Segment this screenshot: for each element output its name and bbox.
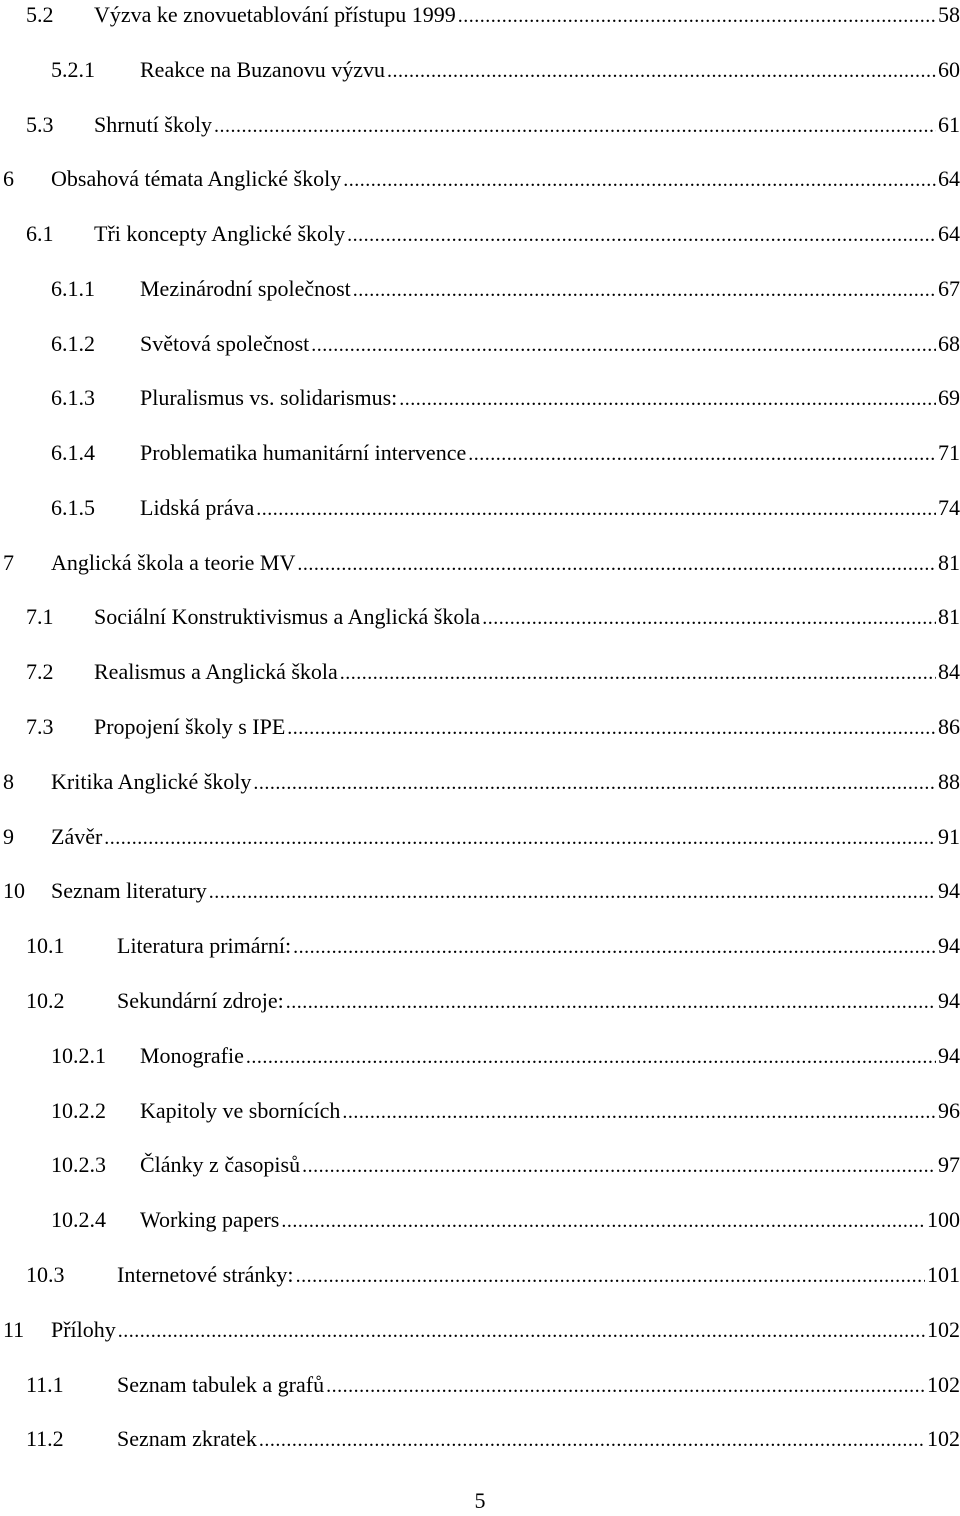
toc-title: Obsahová témata Anglické školy bbox=[51, 166, 342, 191]
toc-entry-body bbox=[140, 55, 960, 86]
toc-number: 10.2.1 bbox=[51, 1043, 106, 1068]
toc-title: Shrnutí školy bbox=[94, 112, 212, 137]
dot-leader bbox=[302, 1151, 936, 1181]
toc-title: Working papers bbox=[140, 1207, 280, 1232]
toc-title: Internetové stránky: bbox=[117, 1262, 294, 1287]
toc-number: 7.2 bbox=[26, 659, 54, 684]
toc-entry[interactable] bbox=[0, 767, 960, 797]
toc-entry[interactable] bbox=[0, 876, 960, 906]
toc-entry[interactable] bbox=[0, 0, 960, 30]
toc-entry-body bbox=[117, 931, 960, 962]
toc-entry-body bbox=[117, 1260, 960, 1291]
toc-entry-body bbox=[51, 876, 960, 907]
toc-title: Mezinárodní společnost bbox=[140, 276, 351, 301]
toc-entry-body bbox=[140, 438, 960, 469]
dot-leader bbox=[347, 220, 936, 250]
toc-page: 81 bbox=[938, 604, 960, 629]
toc-entry-body bbox=[140, 493, 960, 524]
toc-title: Kritika Anglické školy bbox=[51, 769, 252, 794]
toc-entry-body bbox=[94, 712, 960, 743]
toc-number: 10.2 bbox=[26, 988, 65, 1013]
toc-page: 64 bbox=[938, 221, 960, 246]
dot-leader bbox=[353, 275, 936, 305]
toc-page: 64 bbox=[938, 166, 960, 191]
toc-entry-body bbox=[51, 1315, 960, 1346]
toc-entry-body bbox=[94, 110, 960, 141]
dot-leader bbox=[256, 494, 936, 524]
toc-title: Seznam literatury bbox=[51, 878, 207, 903]
dot-leader bbox=[293, 932, 936, 962]
toc-page: 86 bbox=[938, 714, 960, 739]
toc-number: 11.2 bbox=[26, 1426, 64, 1451]
toc-entry[interactable] bbox=[0, 1315, 960, 1345]
toc-entry-body bbox=[94, 0, 960, 31]
toc-number: 6.1 bbox=[26, 221, 54, 246]
toc-page: 74 bbox=[938, 495, 960, 520]
toc-entry[interactable] bbox=[0, 383, 960, 413]
toc-page: 69 bbox=[938, 385, 960, 410]
toc-entry[interactable] bbox=[0, 274, 960, 304]
toc-number: 7.3 bbox=[26, 714, 54, 739]
toc-number: 10.2.2 bbox=[51, 1098, 106, 1123]
toc-entry-body bbox=[51, 822, 960, 853]
toc-number: 10.1 bbox=[26, 933, 65, 958]
toc-number: 10.3 bbox=[26, 1262, 65, 1287]
toc-title: Závěr bbox=[51, 824, 103, 849]
toc-entry[interactable] bbox=[0, 438, 960, 468]
toc-entry-body bbox=[94, 657, 960, 688]
toc-entry[interactable] bbox=[0, 657, 960, 687]
toc-entry[interactable] bbox=[0, 822, 960, 852]
toc-page: 94 bbox=[938, 988, 960, 1013]
toc-entry[interactable] bbox=[0, 548, 960, 578]
toc-number: 5.2.1 bbox=[51, 57, 95, 82]
toc-page: 60 bbox=[938, 57, 960, 82]
dot-leader bbox=[458, 1, 936, 31]
toc-entry[interactable] bbox=[0, 712, 960, 742]
toc-entry-body bbox=[140, 383, 960, 414]
toc-entry-body bbox=[117, 1370, 960, 1401]
toc-entry[interactable] bbox=[0, 931, 960, 961]
dot-leader bbox=[311, 330, 936, 360]
page-number: 5 bbox=[474, 1488, 486, 1513]
toc-number: 6.1.3 bbox=[51, 385, 95, 410]
dot-leader bbox=[246, 1042, 936, 1072]
toc-title: Výzva ke znovuetablování přístupu 1999 bbox=[94, 2, 456, 27]
toc-entry[interactable] bbox=[0, 329, 960, 359]
toc-entry[interactable] bbox=[0, 986, 960, 1016]
dot-leader bbox=[468, 439, 936, 469]
dot-leader bbox=[342, 1097, 936, 1127]
toc-page: 68 bbox=[938, 331, 960, 356]
toc-entry[interactable] bbox=[0, 1370, 960, 1400]
toc-title: Problematika humanitární intervence bbox=[140, 440, 467, 465]
toc-page: 71 bbox=[938, 440, 960, 465]
toc-number: 6.1.4 bbox=[51, 440, 95, 465]
toc-number: 5.3 bbox=[26, 112, 54, 137]
toc-entry[interactable] bbox=[0, 493, 960, 523]
toc-number: 6 bbox=[3, 166, 14, 191]
toc-number: 6.1.1 bbox=[51, 276, 95, 301]
toc-page: 91 bbox=[938, 824, 960, 849]
toc-number: 9 bbox=[3, 824, 14, 849]
toc-entry-body bbox=[51, 164, 960, 195]
dot-leader bbox=[399, 384, 936, 414]
toc-title: Tři koncepty Anglické školy bbox=[94, 221, 346, 246]
dot-leader bbox=[340, 658, 936, 688]
toc-entry-body bbox=[51, 767, 960, 798]
toc-entry[interactable] bbox=[0, 1260, 960, 1290]
toc-page: 94 bbox=[938, 933, 960, 958]
dot-leader bbox=[296, 1261, 925, 1291]
toc-title: Pluralismus vs. solidarismus: bbox=[140, 385, 398, 410]
toc-page: 101 bbox=[927, 1262, 960, 1287]
dot-leader bbox=[326, 1371, 925, 1401]
toc-entry-body bbox=[94, 219, 960, 250]
toc-number: 7 bbox=[3, 550, 14, 575]
toc-title: Články z časopisů bbox=[140, 1152, 301, 1177]
toc-number: 6.1.2 bbox=[51, 331, 95, 356]
toc-entry[interactable] bbox=[0, 602, 960, 632]
dot-leader bbox=[297, 549, 936, 579]
toc-entry-body bbox=[140, 1041, 960, 1072]
toc-title: Reakce na Buzanovu výzvu bbox=[140, 57, 385, 82]
toc-page: 94 bbox=[938, 878, 960, 903]
toc-title: Realismus a Anglická škola bbox=[94, 659, 338, 684]
dot-leader bbox=[118, 1316, 925, 1346]
toc-title: Kapitoly ve sbornících bbox=[140, 1098, 341, 1123]
toc-entry[interactable] bbox=[0, 1424, 960, 1454]
toc-number: 10 bbox=[3, 878, 25, 903]
toc-entry-body bbox=[140, 1205, 960, 1236]
toc-number: 5.2 bbox=[26, 2, 54, 27]
toc-page: 94 bbox=[938, 1043, 960, 1068]
toc-number: 10.2.3 bbox=[51, 1152, 106, 1177]
toc-entry-body bbox=[51, 548, 960, 579]
dot-leader bbox=[482, 603, 936, 633]
toc-number: 10.2.4 bbox=[51, 1207, 106, 1232]
dot-leader bbox=[104, 823, 936, 853]
toc-page: 102 bbox=[927, 1426, 960, 1451]
toc-entry-body bbox=[140, 329, 960, 360]
toc-page: 81 bbox=[938, 550, 960, 575]
toc-page: 58 bbox=[938, 2, 960, 27]
toc-page: 100 bbox=[927, 1207, 960, 1232]
toc-page: 96 bbox=[938, 1098, 960, 1123]
dot-leader bbox=[287, 713, 936, 743]
toc-entry[interactable] bbox=[0, 1096, 960, 1126]
dot-leader bbox=[286, 987, 936, 1017]
toc-title: Sekundární zdroje: bbox=[117, 988, 284, 1013]
toc-page: 102 bbox=[927, 1372, 960, 1397]
toc-title: Monografie bbox=[140, 1043, 244, 1068]
dot-leader bbox=[343, 165, 936, 195]
toc-page: 61 bbox=[938, 112, 960, 137]
toc-title: Literatura primární: bbox=[117, 933, 292, 958]
toc-entry[interactable] bbox=[0, 219, 960, 249]
toc-title: Seznam tabulek a grafů bbox=[117, 1372, 325, 1397]
toc-number: 6.1.5 bbox=[51, 495, 95, 520]
toc-title: Světová společnost bbox=[140, 331, 310, 356]
toc-entry[interactable] bbox=[0, 1205, 960, 1235]
dot-leader bbox=[209, 877, 936, 907]
toc-number: 11 bbox=[3, 1317, 25, 1342]
dot-leader bbox=[387, 56, 936, 86]
toc-title: Propojení školy s IPE bbox=[94, 714, 286, 739]
toc-entry-body bbox=[140, 1096, 960, 1127]
toc-entry[interactable] bbox=[0, 164, 960, 194]
dot-leader bbox=[259, 1425, 925, 1455]
toc-title: Sociální Konstruktivismus a Anglická škola bbox=[94, 604, 481, 629]
toc-title: Seznam zkratek bbox=[117, 1426, 257, 1451]
dot-leader bbox=[253, 768, 936, 798]
toc-title: Přílohy bbox=[51, 1317, 116, 1342]
toc-page: 88 bbox=[938, 769, 960, 794]
toc-number: 7.1 bbox=[26, 604, 54, 629]
toc-title: Lidská práva bbox=[140, 495, 255, 520]
toc-page: 84 bbox=[938, 659, 960, 684]
toc-entry[interactable] bbox=[0, 1041, 960, 1071]
toc-entry-body bbox=[140, 274, 960, 305]
toc-title: Anglická škola a teorie MV bbox=[51, 550, 296, 575]
toc-entry-body bbox=[94, 602, 960, 633]
toc-page: 67 bbox=[938, 276, 960, 301]
toc-entry-body bbox=[140, 1150, 960, 1181]
dot-leader bbox=[214, 111, 936, 141]
toc-entry-body bbox=[117, 986, 960, 1017]
toc-number: 11.1 bbox=[26, 1372, 64, 1397]
toc-number: 8 bbox=[3, 769, 14, 794]
toc-entry[interactable] bbox=[0, 1150, 960, 1180]
toc-entry-body bbox=[117, 1424, 960, 1455]
toc-page: 97 bbox=[938, 1152, 960, 1177]
toc-entry[interactable] bbox=[0, 110, 960, 140]
dot-leader bbox=[281, 1206, 925, 1236]
toc-page: 102 bbox=[927, 1317, 960, 1342]
toc-entry[interactable] bbox=[0, 55, 960, 85]
